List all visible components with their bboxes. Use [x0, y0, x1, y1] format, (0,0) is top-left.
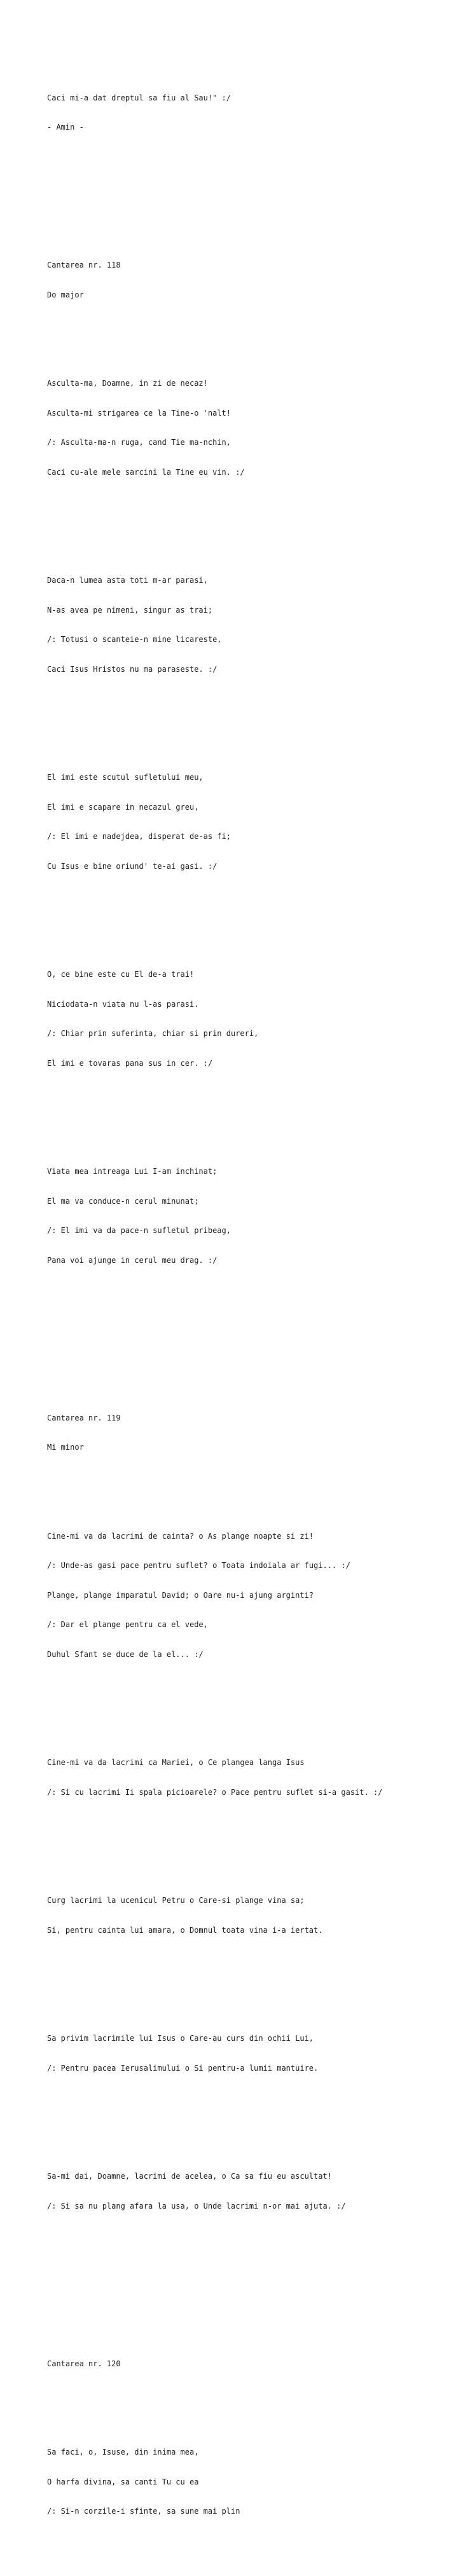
text-line: El imi e scapare in necazul greu,	[47, 802, 199, 812]
text-line: Caci mi-a dat dreptul sa fiu al Sau!" :/	[47, 93, 231, 102]
song-title: Cantarea nr. 119	[47, 1413, 121, 1422]
stanza	[47, 950, 454, 1088]
text-line: Cine-mi va da lacrimi ca Mariei, o Ce plangea langa Isus	[47, 1758, 305, 1767]
text-line: N-as avea pe nimeni, singur as trai;	[47, 605, 213, 615]
song-title: Cantarea nr. 120	[47, 2359, 121, 2368]
song-118	[47, 241, 454, 1305]
stanza	[47, 2152, 454, 2231]
song-120	[47, 2340, 454, 2556]
text-line: Pana voi ajunge in cerul meu drag. :/	[47, 1255, 218, 1265]
stanza	[47, 2014, 454, 2093]
text-line: El imi e tovaras pana sus in cer. :/	[47, 1058, 213, 1068]
text-line: Duhul Sfant se duce de la el... :/	[47, 1649, 204, 1659]
text-line: /: El imi va da pace-n sufletul pribeag,	[47, 1226, 231, 1235]
text-line: Si, pentru cainta lui amara, o Domnul toata vina i-a iertat.	[47, 1925, 323, 1935]
text-line: /: Si sa nu plang afara la usa, o Unde lacrimi n-or mai ajuta. :/	[47, 2201, 346, 2211]
text-line: El imi este scutul sufletului meu,	[47, 773, 204, 782]
text-line: Cu Isus e bine oriund' te-ai gasi. :/	[47, 861, 218, 871]
text-line: /: Si-n corzile-i sfinte, sa sune mai plin	[47, 2507, 240, 2516]
text-line: Daca-n lumea asta toti m-ar parasi,	[47, 576, 208, 585]
text-line: /: El imi e nadejdea, disperat de-as fi;	[47, 832, 231, 841]
document-page	[47, 44, 454, 2576]
text-line: /: Dar el plange pentru ca el vede,	[47, 1620, 208, 1629]
text-line: O, ce bine este cu El de-a trai!	[47, 970, 195, 979]
stanza	[47, 2428, 454, 2537]
text-line: Sa privim lacrimile lui Isus o Care-au curs din ochii Lui,	[47, 2034, 314, 2043]
text-line: Plange, plange imparatul David; o Oare nu-i ajung arginti?	[47, 1590, 314, 1600]
text-line: Asculta-ma, Doamne, in zi de necaz!	[47, 379, 208, 388]
text-line: Asculta-mi strigarea ce la Tine-o 'nalt!	[47, 408, 231, 418]
text-line: El ma va conduce-n cerul minunat;	[47, 1196, 199, 1206]
song-key: Do major	[47, 290, 84, 299]
song-119	[47, 1394, 454, 2251]
song-title: Cantarea nr. 118	[47, 261, 121, 269]
stanza	[47, 556, 454, 694]
song-key: Mi minor	[47, 1443, 84, 1452]
text-line: Sa faci, o, Isuse, din inima mea,	[47, 2448, 199, 2457]
text-line: /: Totusi o scanteie-n mine licareste,	[47, 635, 222, 644]
text-line: Viata mea intreaga Lui I-am inchinat;	[47, 1167, 218, 1176]
stanza	[47, 1147, 454, 1285]
text-line: Niciodata-n viata nu l-as parasi.	[47, 999, 199, 1009]
text-line: - Amin -	[47, 123, 84, 132]
text-line: Sa-mi dai, Doamne, lacrimi de acelea, o Ca sa fiu eu ascultat!	[47, 2172, 332, 2181]
text-line: Caci cu-ale mele sarcini la Tine eu vin. :/	[47, 467, 245, 477]
text-line: /: Si cu lacrimi Ii spala picioarele? o Pace pentru suflet si-a gasit. :/	[47, 1787, 383, 1797]
stanza	[47, 1512, 454, 1680]
stanza	[47, 753, 454, 891]
intro-block	[47, 74, 454, 153]
text-line: Curg lacrimi la ucenicul Petru o Care-si plange vina sa;	[47, 1896, 305, 1905]
text-line: Caci Isus Hristos nu ma paraseste. :/	[47, 664, 218, 674]
text-line: /: Asculta-ma-n ruga, cand Tie ma-nchin,	[47, 438, 231, 447]
text-line: Cine-mi va da lacrimi de cainta? o As plange noapte si zi!	[47, 1531, 314, 1541]
stanza	[47, 1876, 454, 1955]
text-line: /: Chiar prin suferinta, chiar si prin dureri,	[47, 1029, 259, 1038]
text-line: /: Pentru pacea Ierusalimului o Si pentru-a lumii mantuire.	[47, 2063, 319, 2073]
text-line: /: Unde-as gasi pace pentru suflet? o Toata indoiala ar fugi... :/	[47, 1561, 350, 1570]
stanza	[47, 1738, 454, 1817]
stanza	[47, 359, 454, 497]
text-line: O harfa divina, sa canti Tu cu ea	[47, 2477, 199, 2486]
